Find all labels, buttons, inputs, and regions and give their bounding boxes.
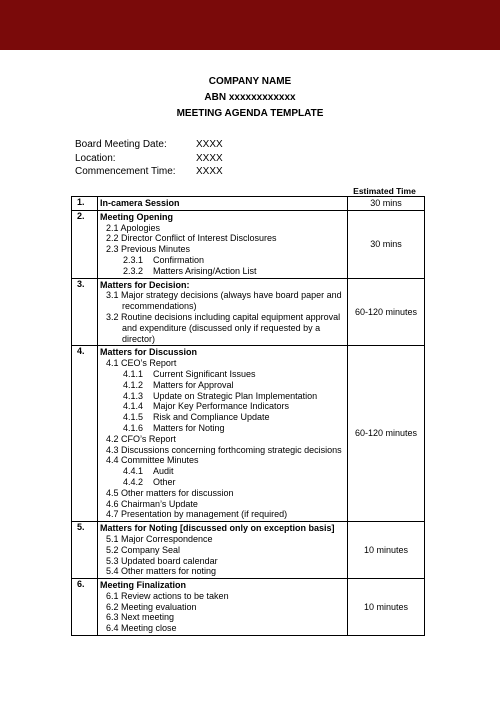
- agenda-item: 2.3 Previous Minutes: [106, 244, 191, 255]
- estimated-time-cell: 10 minutes: [348, 522, 425, 579]
- agenda-subitem: [100, 255, 347, 266]
- meta-label: Location:: [75, 152, 116, 164]
- subitem-number: 4.1.2: [123, 379, 144, 390]
- section-title: Matters for Noting [discussed only on exception basis]: [100, 523, 335, 534]
- agenda-item: 2.1 Apologies: [106, 222, 161, 233]
- section-number: 2.: [72, 210, 98, 278]
- agenda-section-row: [72, 579, 425, 636]
- agenda-item: 3.2 Routine decisions including capital equipment approval and expenditure (discussed only if requested by a director): [106, 311, 341, 344]
- subitem-number: 2.3.1: [123, 254, 144, 265]
- section-content: [98, 197, 348, 211]
- section-title: In-camera Session: [100, 198, 180, 208]
- agenda-item: 4.1 CEO’s Report: [106, 358, 177, 369]
- section-content: [98, 579, 348, 636]
- section-content: [98, 278, 348, 346]
- section-content: [98, 522, 348, 579]
- agenda-item: 6.2 Meeting evaluation: [106, 601, 197, 612]
- subitem-text: Major Key Performance Indicators: [153, 401, 290, 412]
- agenda-item: 3.1 Major strategy decisions (always have board paper and recommendations): [106, 290, 342, 312]
- agenda-item: 5.1 Major Correspondence: [106, 533, 213, 544]
- agenda-item: 4.6 Chairman’s Update: [106, 498, 198, 509]
- subitem-number: 4.1.3: [123, 390, 144, 401]
- agenda-subitem: [100, 391, 347, 402]
- agenda-item: 6.4 Meeting close: [106, 623, 177, 634]
- section-number: 3.: [72, 278, 98, 346]
- agenda-item: 4.2 CFO’s Report: [106, 433, 176, 444]
- agenda-item: 5.4 Other matters for noting: [106, 566, 217, 577]
- section-content: [98, 210, 348, 278]
- meta-value: XXXX: [196, 166, 223, 177]
- subitem-number: 4.1.1: [123, 368, 144, 379]
- section-content: [98, 346, 348, 522]
- agenda-section-row: [72, 278, 425, 346]
- agenda-section-row: [72, 522, 425, 579]
- agenda-item: 5.2 Company Seal: [106, 544, 181, 555]
- agenda-item: 6.1 Review actions to be taken: [106, 590, 229, 601]
- section-number: 4.: [72, 346, 98, 522]
- company-abn: ABN xxxxxxxxxxxx: [204, 92, 296, 103]
- meta-row-date: [75, 138, 375, 152]
- subitem-number: 4.1.4: [123, 401, 144, 412]
- meta-label: Commencement Time:: [75, 166, 176, 177]
- agenda-section-row: [72, 197, 425, 211]
- subitem-number: 4.4.1: [123, 466, 144, 477]
- subitem-text: Risk and Compliance Update: [153, 412, 270, 423]
- meta-label: Board Meeting Date:: [75, 139, 167, 150]
- section-number: 1.: [72, 197, 98, 211]
- company-name: COMPANY NAME: [208, 76, 292, 87]
- subitem-text: Audit: [153, 466, 174, 477]
- meta-value: XXXX: [196, 139, 223, 150]
- agenda-table: [71, 196, 425, 636]
- agenda-item: 4.3 Discussions concerning forthcoming strategic decisions: [106, 444, 342, 455]
- subitem-text: Update on Strategic Plan Implementation: [153, 390, 318, 401]
- subitem-text: Matters for Noting: [153, 422, 225, 433]
- agenda-item: 5.3 Updated board calendar: [106, 555, 218, 566]
- agenda-item: 6.3 Next meeting: [106, 612, 175, 623]
- section-number: 5.: [72, 522, 98, 579]
- section-title: Meeting Finalization: [100, 580, 187, 591]
- estimated-time-header: Estimated Time: [353, 186, 416, 196]
- section-number: 6.: [72, 579, 98, 636]
- agenda-section-row: [72, 346, 425, 522]
- subitem-text: Other: [153, 476, 176, 487]
- subitem-text: Matters Arising/Action List: [153, 265, 257, 276]
- subitem-text: Confirmation: [153, 254, 205, 265]
- section-title: Matters for Discussion: [100, 347, 198, 358]
- estimated-time-cell: 30 mins: [348, 197, 425, 211]
- meta-value: XXXX: [196, 152, 223, 164]
- estimated-time-cell: 10 minutes: [348, 579, 425, 636]
- agenda-item: 4.5 Other matters for discussion: [106, 487, 234, 498]
- subitem-text: Matters for Approval: [153, 379, 234, 390]
- section-title: Matters for Decision:: [100, 279, 190, 290]
- document-title: MEETING AGENDA TEMPLATE: [176, 108, 324, 119]
- meta-row-location: [75, 152, 375, 166]
- subitem-text: Current Significant Issues: [153, 368, 256, 379]
- agenda-subitem: [100, 266, 347, 277]
- meeting-details: [75, 138, 375, 179]
- agenda-subitem: [100, 477, 347, 488]
- header-banner: [0, 0, 500, 50]
- agenda-subitem: [100, 423, 347, 434]
- estimated-time-cell: 60-120 minutes: [348, 278, 425, 346]
- meta-row-commencement: [75, 165, 375, 179]
- agenda-subitem: [100, 412, 347, 423]
- agenda-item: 2.2 Director Conflict of Interest Disclosures: [106, 233, 277, 244]
- subitem-number: 4.4.2: [123, 476, 144, 487]
- agenda-section-row: [72, 210, 425, 278]
- subitem-number: 4.1.6: [123, 422, 144, 433]
- agenda-item: 4.4 Committee Minutes: [106, 455, 199, 466]
- estimated-time-cell: 30 mins: [348, 210, 425, 278]
- agenda-subitem: [100, 466, 347, 477]
- section-title: Meeting Opening: [100, 211, 173, 222]
- agenda-item: 4.7 Presentation by management (if required): [106, 509, 288, 520]
- agenda-subitem: [100, 380, 347, 391]
- agenda-subitem: [100, 401, 347, 412]
- subitem-number: 4.1.5: [123, 412, 144, 423]
- agenda-subitem: [100, 369, 347, 380]
- estimated-time-cell: 60-120 minutes: [348, 346, 425, 522]
- subitem-number: 2.3.2: [123, 265, 144, 276]
